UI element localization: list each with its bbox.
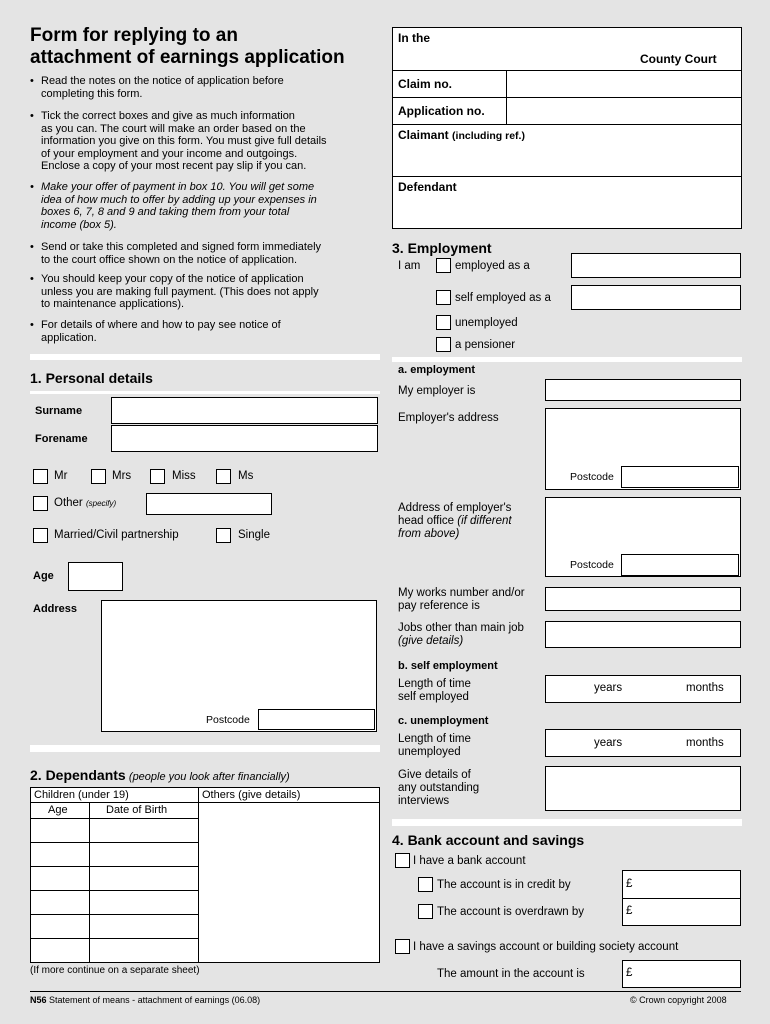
instruction-note-line: You should keep your copy of the notice of application [41,273,304,285]
mr-checkbox[interactable] [33,469,48,484]
single-checkbox[interactable] [216,528,231,543]
unemployment-subheading: c. unemployment [398,715,489,727]
savings-label: I have a savings account or building society account [413,941,679,953]
self-employment-subheading: b. self employment [398,660,498,672]
county-court-label: County Court [640,52,717,66]
instruction-note-line: completing this form. [41,87,143,100]
employer-postcode-label: Postcode [570,471,614,483]
instruction-note-line: application. [41,331,97,344]
claim-no-field[interactable] [507,71,741,97]
dependants-heading: 2. Dependants (people you look after financially) [30,767,290,783]
bank-account-checkbox[interactable] [395,853,410,868]
employed-as-label: employed as a [455,260,530,272]
jobs-other-label-2: (give details) [398,635,464,647]
instruction-note-line: income (box 5). [41,218,117,231]
overdrawn-input[interactable] [622,898,741,926]
application-no-field[interactable] [507,98,741,124]
dob-column-header: Date of Birth [106,804,168,816]
head-office-postcode-input[interactable] [621,554,739,576]
bullet-icon: • [30,273,34,285]
works-number-label-2: pay reference is [398,600,480,612]
married-checkbox[interactable] [33,528,48,543]
jobs-other-input[interactable] [545,621,741,648]
overdrawn-checkbox[interactable] [418,904,433,919]
other-label: Other (specify) [54,497,117,509]
unemployed-years-label: years [594,737,623,749]
personal-details-heading: 1. Personal details [30,370,153,386]
works-number-input[interactable] [545,587,741,611]
bullet-icon: • [30,75,34,87]
unemployed-length-label-1: Length of time [398,733,471,745]
instruction-note [30,241,380,266]
claim-no-label: Claim no. [398,77,453,91]
address-label: Address [33,603,78,615]
self-employed-length-label-2: self employed [398,691,469,703]
instruction-note-line: Make your offer of payment in box 10. You will get some [41,181,315,193]
forename-input[interactable] [111,425,378,452]
pensioner-label: a pensioner [455,339,516,351]
instruction-note [30,319,380,344]
form-title-line1: Form for replying to an [30,25,238,46]
jobs-other-label-1: Jobs other than main job [398,622,524,634]
instruction-note-line: of your employment and your income and outgoings. [41,147,298,160]
in-the-label: In the [398,31,430,45]
instruction-note-line: boxes 6, 7, 8 and 9 and taking them from your total [41,206,290,218]
interviews-label-2: any outstanding [398,782,480,794]
bullet-icon: • [30,319,34,331]
savings-amount-label: The amount in the account is [437,968,585,980]
employed-as-input[interactable] [571,253,741,278]
works-number-label-1: My works number and/or [398,587,525,599]
head-office-label-1: Address of employer's [398,502,512,514]
application-no-label: Application no. [398,104,485,118]
instruction-note-line: idea of how much to offer by adding up your expenses in [41,193,317,206]
surname-input[interactable] [111,397,378,424]
footer-copyright: © Crown copyright 2008 [630,995,727,1005]
defendant-label: Defendant [398,180,457,194]
instruction-note-line: as you can. The court will make an order based on the [41,122,306,135]
instruction-note-line: to maintenance applications). [41,298,185,310]
bank-heading: 4. Bank account and savings [392,832,585,848]
in-credit-checkbox[interactable] [418,877,433,892]
employer-postcode-input[interactable] [621,466,739,488]
section-divider [30,354,380,360]
head-office-label-2: head office (if different [398,515,512,527]
instruction-note-line: to the court office shown on the notice of application. [41,253,298,266]
unemployed-months-label: months [686,737,724,749]
self-employed-checkbox[interactable] [436,290,451,305]
pensioner-checkbox[interactable] [436,337,451,352]
mr-label: Mr [54,470,68,482]
instruction-note [30,75,380,100]
postcode-label: Postcode [206,714,250,726]
dependants-footnote: (If more continue on a separate sheet) [30,965,200,976]
in-credit-input[interactable] [622,870,741,899]
i-am-label: I am [398,260,421,272]
married-label: Married/Civil partnership [54,529,179,541]
bullet-icon: • [30,110,34,122]
savings-checkbox[interactable] [395,939,410,954]
my-employer-label: My employer is [398,385,476,397]
form-title-line2: attachment of earnings application [30,47,345,68]
employment-subheading: a. employment [398,364,476,376]
self-employed-as-input[interactable] [571,285,741,310]
employment-heading: 3. Employment [392,240,492,256]
self-employed-months-label: months [686,682,724,694]
age-input[interactable] [68,562,123,591]
other-checkbox[interactable] [33,496,48,511]
age-column-header: Age [48,804,68,816]
defendant-field[interactable] [393,196,741,228]
employed-checkbox[interactable] [436,258,451,273]
unemployed-checkbox[interactable] [436,315,451,330]
instruction-note-line: Read the notes on the notice of application before [41,75,284,87]
claimant-field[interactable] [393,144,741,176]
bullet-icon: • [30,181,34,193]
in-credit-label: The account is in credit by [437,879,571,891]
interviews-label-3: interviews [398,795,450,807]
single-label: Single [238,529,270,541]
instruction-note [30,110,380,173]
in-credit-currency: £ [626,878,633,890]
head-office-label-3: from above) [398,528,460,540]
others-details-field[interactable] [199,803,379,962]
instruction-note [30,273,380,311]
mrs-label: Mrs [112,470,132,482]
savings-currency: £ [626,967,633,979]
interviews-label-1: Give details of [398,769,471,781]
other-specify-input[interactable] [146,493,272,515]
employer-input[interactable] [545,379,741,401]
children-header: Children (under 19) [34,789,129,801]
instruction-note-line: information you give on this form. You must give full details [41,135,327,147]
miss-checkbox[interactable] [150,469,165,484]
bank-account-label: I have a bank account [413,855,526,867]
instruction-note-line: unless you are making full payment. (This does not apply [41,285,319,298]
interviews-input[interactable] [545,766,741,811]
claimant-label: Claimant (including ref.) [398,128,525,142]
postcode-input[interactable] [258,709,375,730]
unemployed-length-label-2: unemployed [398,746,461,758]
footer-rule [30,991,741,992]
overdrawn-currency: £ [626,905,633,917]
forename-label: Forename [35,433,88,445]
savings-amount-input[interactable] [622,960,741,988]
ms-label: Ms [238,470,254,482]
miss-label: Miss [172,470,196,482]
others-header: Others (give details) [202,789,301,801]
mrs-checkbox[interactable] [91,469,106,484]
self-employed-years-label: years [594,682,623,694]
self-employed-length-label-1: Length of time [398,678,471,690]
instruction-note-line: Tick the correct boxes and give as much information [41,110,295,122]
instruction-note-line: For details of where and how to pay see notice of [41,319,281,331]
instruction-note-line: Enclose a copy of your most recent pay slip if you can. [41,160,307,172]
instruction-note [30,181,380,231]
bullet-icon: • [30,241,34,253]
footer-form-id: N56 Statement of means - attachment of earnings (06.08) [30,995,261,1005]
age-label: Age [33,570,54,582]
surname-label: Surname [35,405,83,417]
head-office-postcode-label: Postcode [570,559,614,571]
unemployed-label: unemployed [455,317,518,329]
ms-checkbox[interactable] [216,469,231,484]
overdrawn-label: The account is overdrawn by [437,906,585,918]
employer-address-label: Employer's address [398,412,499,424]
instruction-note-line: Send or take this completed and signed form immediately [41,241,322,253]
self-employed-as-label: self employed as a [455,292,551,304]
